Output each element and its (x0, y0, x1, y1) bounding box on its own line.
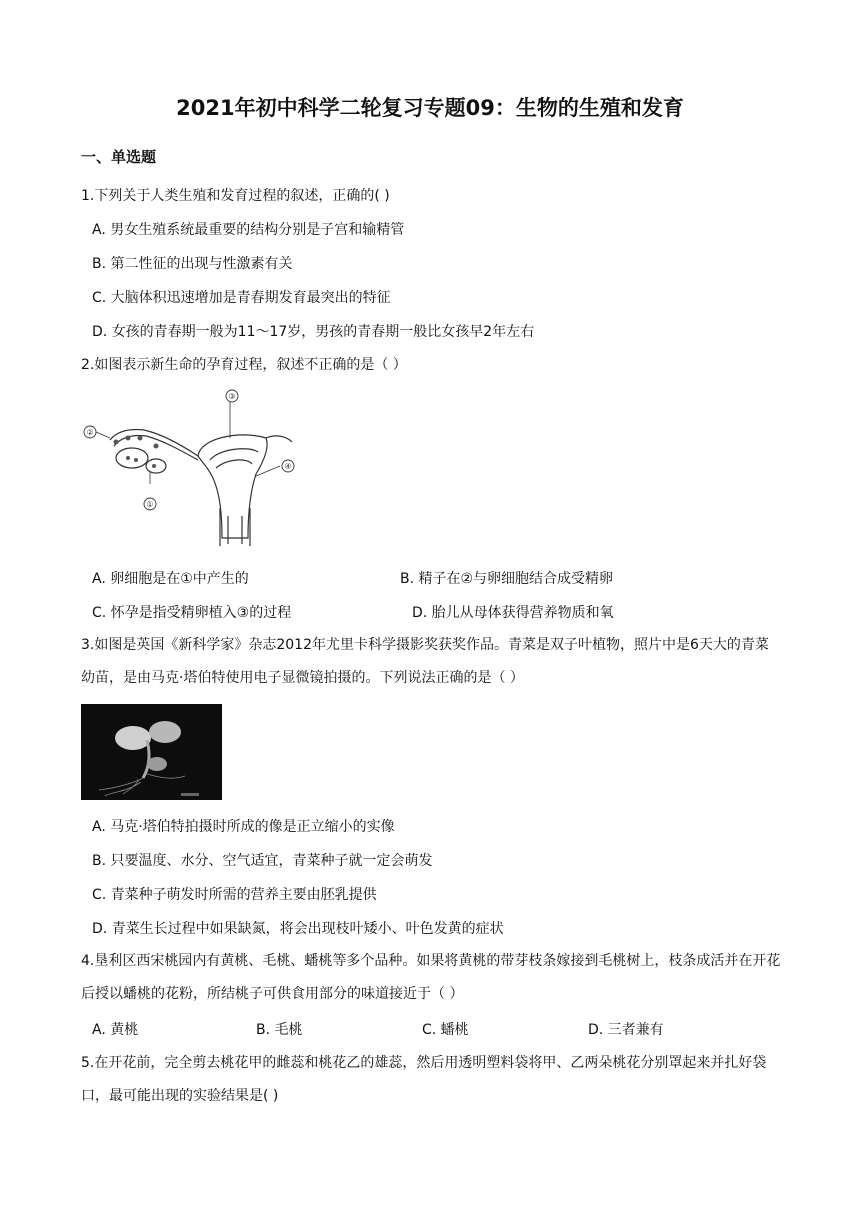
q1-option-a: A. 男女生殖系统最重要的结构分别是子宫和输精管 (92, 222, 405, 238)
q3-option-c: C. 青菜种子萌发时所需的营养主要由胚乳提供 (92, 887, 377, 903)
q2-option-a: A. 卵细胞是在①中产生的 (92, 571, 249, 587)
q1-option-c: C. 大脑体积迅速增加是青春期发育最突出的特征 (92, 290, 391, 306)
q4-option-d: D. 三者兼有 (588, 1022, 664, 1038)
section-heading: 一、单选题 (81, 148, 157, 166)
figure-label-3: ③ (228, 392, 236, 401)
seedling-photo (81, 704, 222, 800)
q2-option-b: B. 精子在②与卵细胞结合成受精卵 (400, 571, 614, 587)
page-title: 2021年初中科学二轮复习专题09：生物的生殖和发育 (176, 96, 684, 120)
question-3-stem: 3.如图是英国《新科学家》杂志2012年尤里卡科学摄影奖获奖作品。青菜是双子叶植物，照片中是6天大的青菜幼苗，是由马克·塔伯特使用电子显微镜拍摄的。下列说法正确的是（ ） (81, 637, 769, 686)
q2-option-c: C. 怀孕是指受精卵植入③的过程 (92, 605, 292, 621)
question-4-stem: 4.垦利区西宋桃园内有黄桃、毛桃、蟠桃等多个品种。如果将黄桃的带芽枝条嫁接到毛桃树上，枝条成活并在开花后授以蟠桃的花粉，所结桃子可供食用部分的味道接近于（ ） (81, 953, 781, 1002)
q3-option-b: B. 只要温度、水分、空气适宜，青菜种子就一定会萌发 (92, 853, 433, 869)
figure-label-2: ② (86, 428, 94, 437)
figure-label-4: ④ (284, 462, 292, 471)
figure-label-1: ① (146, 500, 154, 509)
question-5-stem: 5.在开花前，完全剪去桃花甲的雌蕊和桃花乙的雄蕊，然后用透明塑料袋将甲、乙两朵桃花分别罩起来并扎好袋口，最可能出现的实验结果是( ) (81, 1055, 767, 1104)
q1-option-d: D. 女孩的青春期一般为11～17岁，男孩的青春期一般比女孩早2年左右 (92, 324, 535, 340)
question-1-stem: 1.下列关于人类生殖和发育过程的叙述，正确的( ) (81, 188, 390, 204)
q3-option-d: D. 青菜生长过程中如果缺氮，将会出现枝叶矮小、叶色发黄的症状 (92, 921, 504, 937)
q2-option-d: D. 胎儿从母体获得营养物质和氧 (412, 605, 614, 621)
q1-option-b: B. 第二性征的出现与性激素有关 (92, 256, 293, 272)
q4-option-a: A. 黄桃 (92, 1022, 139, 1038)
reproductive-system-figure (80, 388, 302, 558)
q4-option-c: C. 蟠桃 (422, 1022, 469, 1038)
q4-option-b: B. 毛桃 (256, 1022, 303, 1038)
q3-option-a: A. 马克·塔伯特拍摄时所成的像是正立缩小的实像 (92, 819, 395, 835)
question-2-stem: 2.如图表示新生命的孕育过程，叙述不正确的是（ ） (81, 357, 407, 373)
